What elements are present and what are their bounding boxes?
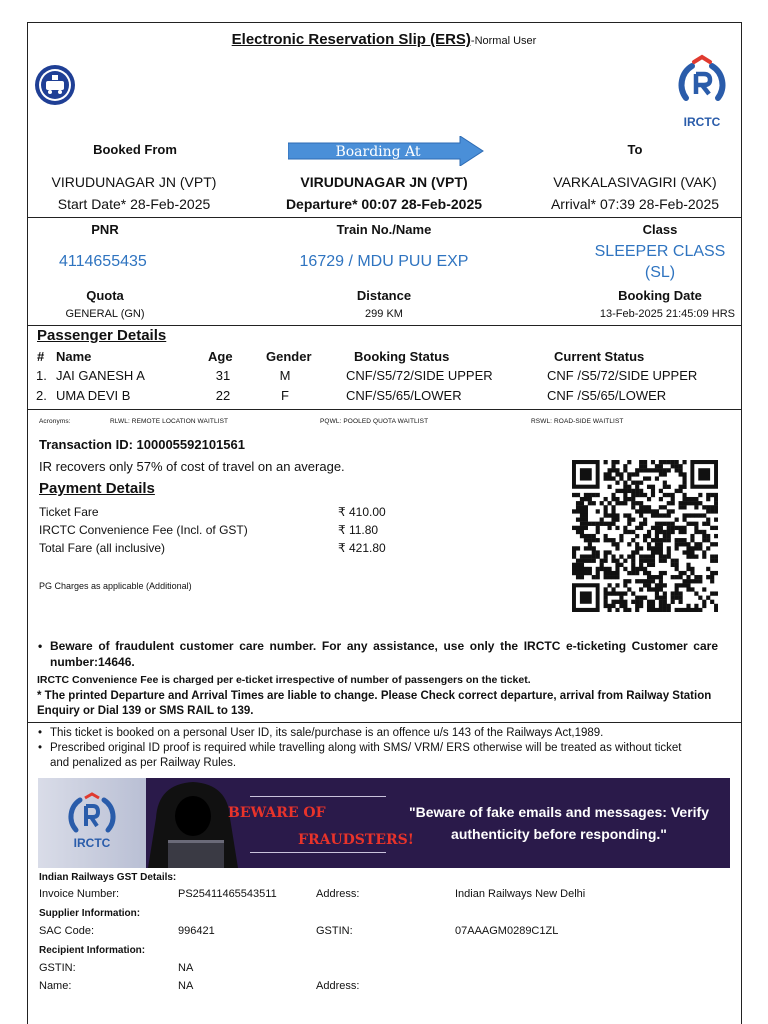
train-value: 16729 / MDU PUU EXP (299, 253, 469, 270)
class-value-line2: (SL) (644, 264, 676, 281)
pg-charges-note: PG Charges as applicable (Additional) (39, 581, 192, 591)
banner-irctc-icon (62, 792, 122, 836)
recovery-note: IR recovers only 57% of cost of travel on an average. (39, 459, 345, 474)
passenger-name: UMA DEVI B (56, 388, 131, 403)
class-label: Class (642, 222, 678, 237)
fraud-warning-line1 (50, 639, 718, 653)
address-value: Indian Railways New Delhi (455, 888, 586, 900)
passenger-gender: M (279, 368, 291, 383)
address-label: Address: (316, 888, 360, 900)
irctc-logo (672, 54, 732, 130)
fraud-banner (38, 778, 730, 868)
recipient-gstin-label: GSTIN: (39, 962, 76, 974)
beware-text-line2: FRAUDSTERS! (298, 832, 414, 848)
passenger-booking-status: CNF/S5/72/SIDE UPPER (346, 368, 493, 383)
recipient-address-label: Address: (316, 980, 360, 992)
ticket-fare-label: Ticket Fare (39, 505, 99, 519)
passenger-gender: F (281, 388, 289, 403)
recipient-name-label: Name: (39, 980, 72, 992)
convenience-fee-label: IRCTC Convenience Fee (Incl. of GST) (39, 523, 248, 537)
personal-id-note (50, 727, 603, 739)
col-num-header: # (37, 349, 45, 364)
convenience-fee-value: ₹ 11.80 (338, 523, 379, 537)
divider (27, 722, 742, 723)
ticket-fare-value: ₹ 410.00 (338, 505, 386, 519)
page-title: Electronic Reservation Slip (ERS) (231, 31, 471, 48)
acronym-rlwl: RLWL: REMOTE LOCATION WAITLIST (110, 418, 229, 425)
passenger-age: 22 (215, 388, 231, 403)
distance-label: Distance (356, 288, 412, 303)
id-proof-note-line1 (50, 742, 682, 754)
col-gender-header: Gender (266, 349, 312, 364)
to-station: VARKALASIVAGIRI (VAK) (553, 174, 717, 190)
passenger-details-title: Passenger Details (37, 327, 167, 344)
payment-details-title: Payment Details (39, 480, 155, 497)
boarding-at-label: Boarding At (335, 144, 421, 160)
table-row (0, 388, 768, 407)
col-name-header: Name (56, 349, 92, 364)
banner-quote-line2: authenticity before responding." (451, 826, 667, 842)
train-label: Train No./Name (336, 222, 432, 237)
quota-label: Quota (86, 288, 124, 303)
quota-value: GENERAL (GN) (65, 308, 145, 320)
divider (27, 217, 742, 218)
hooded-hacker-icon (138, 778, 248, 868)
pnr-label: PNR (91, 222, 119, 237)
recipient-name-value: NA (178, 980, 194, 992)
convenience-fee-note: IRCTC Convenience Fee is charged per e-ticket irrespective of number of passengers on the ticket. (37, 674, 531, 686)
passenger-num: 2. (36, 388, 47, 403)
supplier-title: Supplier Information: (39, 908, 141, 919)
boarding-at-arrow (288, 136, 484, 166)
to-label: To (627, 142, 643, 157)
class-value-line1: SLEEPER CLASS (594, 243, 726, 260)
fraud-warning-line2: number:14646. (50, 655, 135, 669)
irctc-emblem-icon (672, 54, 732, 114)
passenger-current-status: CNF /S5/72/SIDE UPPER (547, 368, 698, 383)
fraud-warning-text: • Beware of fraudulent customer care number. For any assistance, use only the IRCTC e-ticketing Customer care (50, 639, 718, 653)
id-proof-text: • Prescribed original ID proof is required while travelling along with SMS/ VRM/ ERS otherwise will be treated as without ticket (50, 742, 682, 754)
indian-railways-logo (34, 64, 76, 106)
total-fare-value: ₹ 421.80 (338, 541, 386, 555)
qr-code-icon (572, 460, 718, 612)
col-current-status-header: Current Status (554, 349, 645, 364)
boarding-station: VIRUDUNAGAR JN (VPT) (300, 174, 468, 190)
banner-line (250, 852, 386, 853)
qr-code (572, 460, 718, 612)
distance-value: 299 KM (365, 308, 403, 320)
passenger-booking-status: CNF/S5/65/LOWER (346, 388, 462, 403)
personal-id-text: • This ticket is booked on a personal User ID, its sale/purchase is an offence u/s 143 of the Railways Act,1989. (50, 727, 603, 739)
passenger-num: 1. (36, 368, 47, 383)
page-subtitle: -Normal User (470, 35, 537, 47)
times-note-line1: * The printed Departure and Arrival Times are liable to change. Please Check correct departure, arrival from Railway Station (37, 690, 712, 702)
acronym-rswl: RSWL: ROAD-SIDE WAITLIST (531, 418, 624, 425)
divider (27, 325, 742, 326)
invoice-value: PS25411465543511 (178, 888, 277, 900)
id-proof-note-line2: and penalized as per Railway Rules. (50, 757, 237, 769)
start-date: Start Date* 28-Feb-2025 (57, 196, 211, 212)
irctc-logo-text: IRCTC (683, 115, 721, 129)
banner-line (250, 796, 386, 797)
booking-date-value: 13-Feb-2025 21:45:09 HRS (599, 308, 735, 320)
sac-value: 996421 (178, 925, 215, 937)
arrival-time: Arrival* 07:39 28-Feb-2025 (550, 196, 720, 212)
total-fare-label: Total Fare (all inclusive) (39, 541, 166, 555)
times-note-line2: Enquiry or Dial 139 or SMS RAIL to 139. (37, 705, 254, 717)
acronym-pqwl: PQWL: POOLED QUOTA WAITLIST (320, 418, 429, 425)
gst-title: Indian Railways GST Details: (39, 872, 177, 883)
sac-label: SAC Code: (39, 925, 95, 937)
gstin-value: 07AAAGM0289C1ZL (455, 925, 559, 937)
invoice-label: Invoice Number: (39, 888, 120, 900)
from-station: VIRUDUNAGAR JN (VPT) (51, 174, 217, 190)
pnr-value: 4114655435 (59, 253, 147, 270)
recipient-gstin-value: NA (178, 962, 194, 974)
acronyms-label: Acronyms: (39, 418, 71, 425)
departure-time: Departure* 00:07 28-Feb-2025 (285, 196, 483, 212)
passenger-name: JAI GANESH A (56, 368, 145, 383)
banner-quote-line1: "Beware of fake emails and messages: Verify (408, 804, 709, 820)
passenger-current-status: CNF /S5/65/LOWER (547, 388, 667, 403)
table-row (0, 368, 768, 387)
header (0, 31, 768, 49)
recipient-title: Recipient Information: (39, 945, 146, 956)
gstin-label: GSTIN: (316, 925, 353, 937)
beware-text-line1: BEWARE OF (228, 805, 326, 821)
banner-logo-text: IRCTC (73, 836, 111, 850)
passenger-age: 31 (215, 368, 231, 383)
booked-from-label: Booked From (93, 142, 177, 157)
divider (27, 409, 742, 410)
col-booking-status-header: Booking Status (354, 349, 450, 364)
transaction-id: Transaction ID: 100005592101561 (39, 437, 245, 452)
booking-date-label: Booking Date (618, 288, 702, 303)
col-age-header: Age (208, 349, 233, 364)
